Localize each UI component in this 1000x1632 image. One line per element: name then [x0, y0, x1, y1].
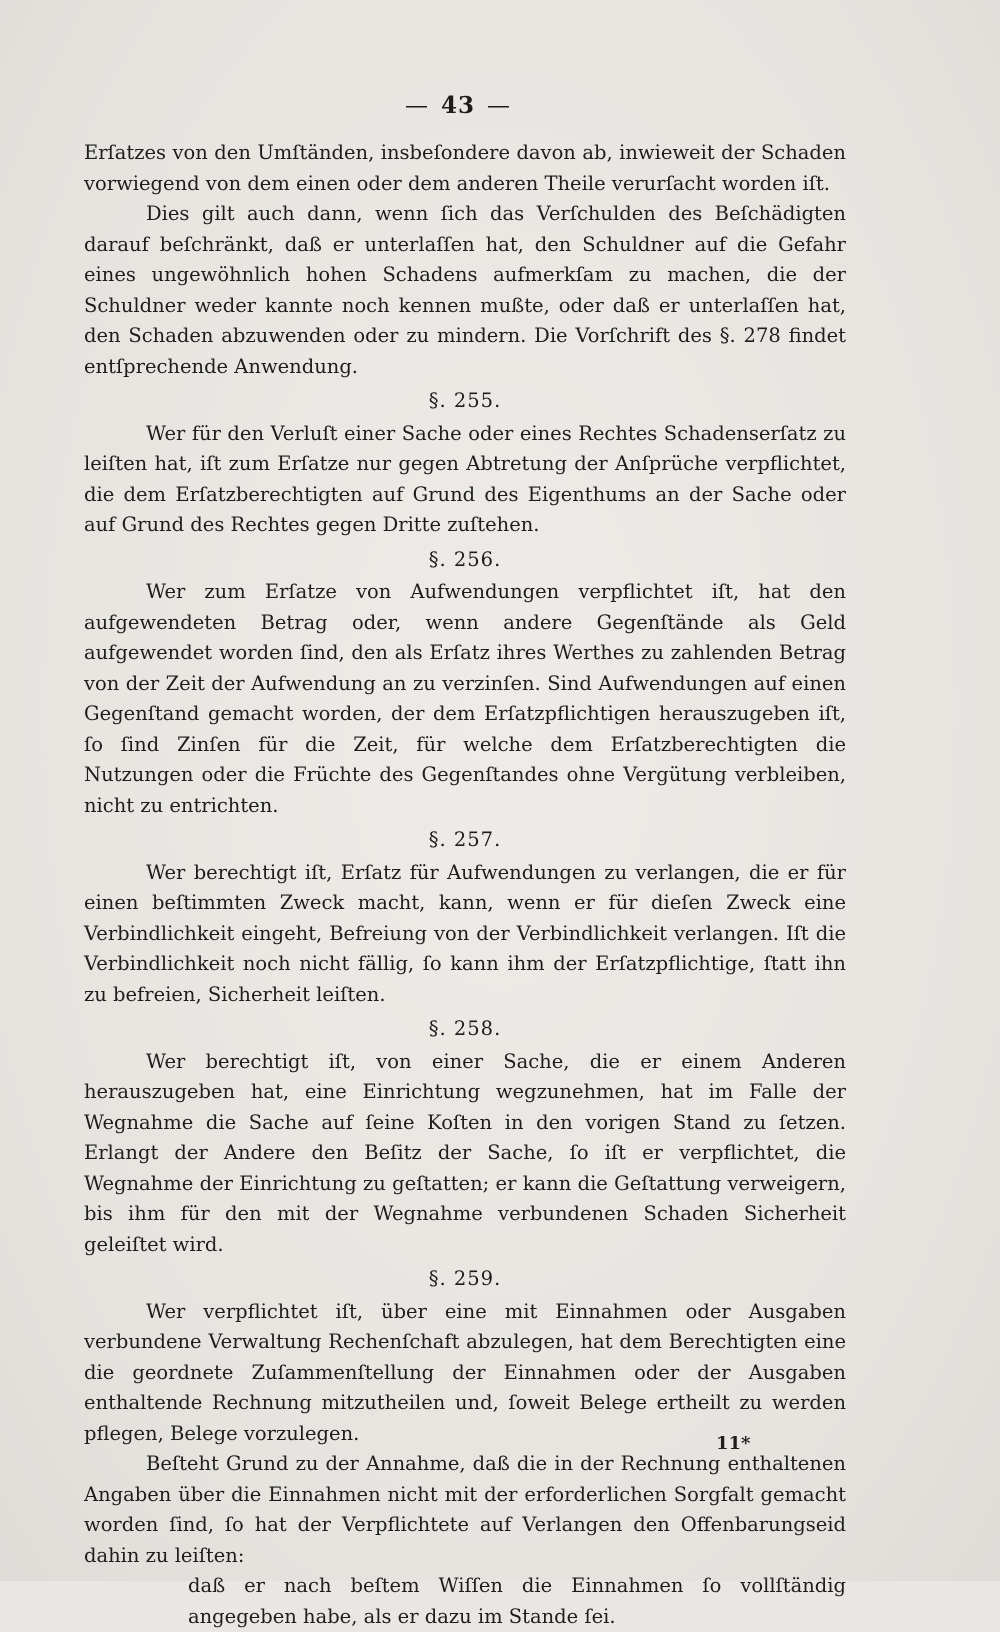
page-number-dash-left: — — [404, 93, 429, 119]
paragraph-259-2: Beſteht Grund zu der Annahme, daß die in der Rechnung enthaltenen Angaben über die Einnahmen nicht mit der erforderlichen Sorgfalt gemacht worden ſind, ſo hat der Verpflichtete auf Verlangen den Offenbarungseid dahin zu leiſten: — [84, 1452, 846, 1567]
section-heading-255: §. 255. — [428, 389, 502, 412]
section-heading-257: §. 257. — [428, 828, 502, 851]
section-heading-259: §. 259. — [428, 1267, 502, 1290]
paragraph-continuation: Erſatzes von den Umſtänden, insbeſondere davon ab, inwieweit der Schaden vorwiegend von dem einen oder dem anderen Theile verurſacht worden iſt. — [84, 141, 846, 195]
paragraph-258: Wer berechtigt iſt, von einer Sache, die er einem Anderen herauszugeben hat, eine Einrichtung wegzunehmen, hat im Falle der Wegnahme die Sache auf ſeine Koſten in den vorigen Stand zu ſetzen. Erlangt der Andere den Beſitz der Sache, ſo iſt er verpflichtet, die Wegnahme der Einrichtung zu geſtatten; er kann die Geſtattung verweigern, bis ihm für den mit der Wegnahme verbundenen Schaden Sicherheit geleiſtet wird. — [84, 1049, 846, 1256]
page-number-dash-right: — — [487, 93, 511, 119]
section-heading-258: §. 258. — [428, 1017, 502, 1040]
paragraph-256: Wer zum Erſatze von Aufwendungen verpflichtet iſt, hat den aufgewendeten Betrag oder, wenn andere Gegenſtände als Geld aufgewendet worden ſind, den als Erſatz ihres Werthes zu zahlenden Betrag von der Zeit der Aufwendung an zu verzinſen. Sind Aufwendungen auf einen Gegenſtand gemacht worden, der dem Erſatzpflichtigen herauszugeben iſt, ſo ſind Zinſen für die Zeit, für welche dem Erſatzberechtigten die Nutzungen oder die Früchte des Gegenſtandes ohne Vergütung verbleiben, nicht zu entrichten. — [84, 580, 846, 817]
printer-signature-mark: 11* — [716, 1433, 751, 1454]
paragraph-254-2: Dies gilt auch dann, wenn ſich das Verſchulden des Beſchädigten darauf beſchränkt, daß er unterlaſſen hat, den Schuldner auf die Gefahr eines ungewöhnlich hohen Schadens aufmerkſam zu machen, die der Schuldner weder kannte noch kennen mußte, oder daß er unterlaſſen hat, den Schaden abzuwenden oder zu mindern. Die Vorſchrift des §. 278 findet entſprechende Anwendung. — [84, 202, 846, 378]
section-heading-256: §. 256. — [428, 547, 502, 571]
oath-formula: daß er nach beſtem Wiſſen die Einnahmen ſo vollſtändig angegeben habe, als er dazu im Stande ſei. — [188, 1574, 846, 1628]
page-number — [0, 92, 916, 119]
paragraph-257: Wer berechtigt iſt, Erſatz für Aufwendungen zu verlangen, die er für einen beſtimmten Zweck macht, kann, wenn er für dieſen Zweck eine Verbindlichkeit eingeht, Befreiung von der Verbindlichkeit verlangen. Iſt die Verbindlichkeit noch nicht fällig, ſo kann ihm der Erſatzpflichtige, ſtatt ihn zu befreien, Sicherheit leiſten. — [84, 860, 846, 1006]
page-body — [84, 138, 846, 1632]
paragraph-259-1: Wer verpflichtet iſt, über eine mit Einnahmen oder Ausgaben verbundene Verwaltung Rechenſchaft abzulegen, hat dem Berechtigten eine die geordnete Zuſammenſtellung der Einnahmen oder der Ausgaben enthaltende Rechnung mitzutheilen und, ſoweit Belege ertheilt zu werden pflegen, Belege vorzulegen. — [84, 1299, 846, 1445]
page-number-value: 43 — [440, 92, 475, 119]
paragraph-255: Wer für den Verluſt einer Sache oder eines Rechtes Schadenserſatz zu leiſten hat, iſt zum Erſatze nur gegen Abtretung der Anſprüche verpflichtet, die dem Erſatzberechtigten auf Grund des Eigenthums an der Sache oder auf Grund des Rechtes gegen Dritte zuſtehen. — [84, 421, 846, 536]
